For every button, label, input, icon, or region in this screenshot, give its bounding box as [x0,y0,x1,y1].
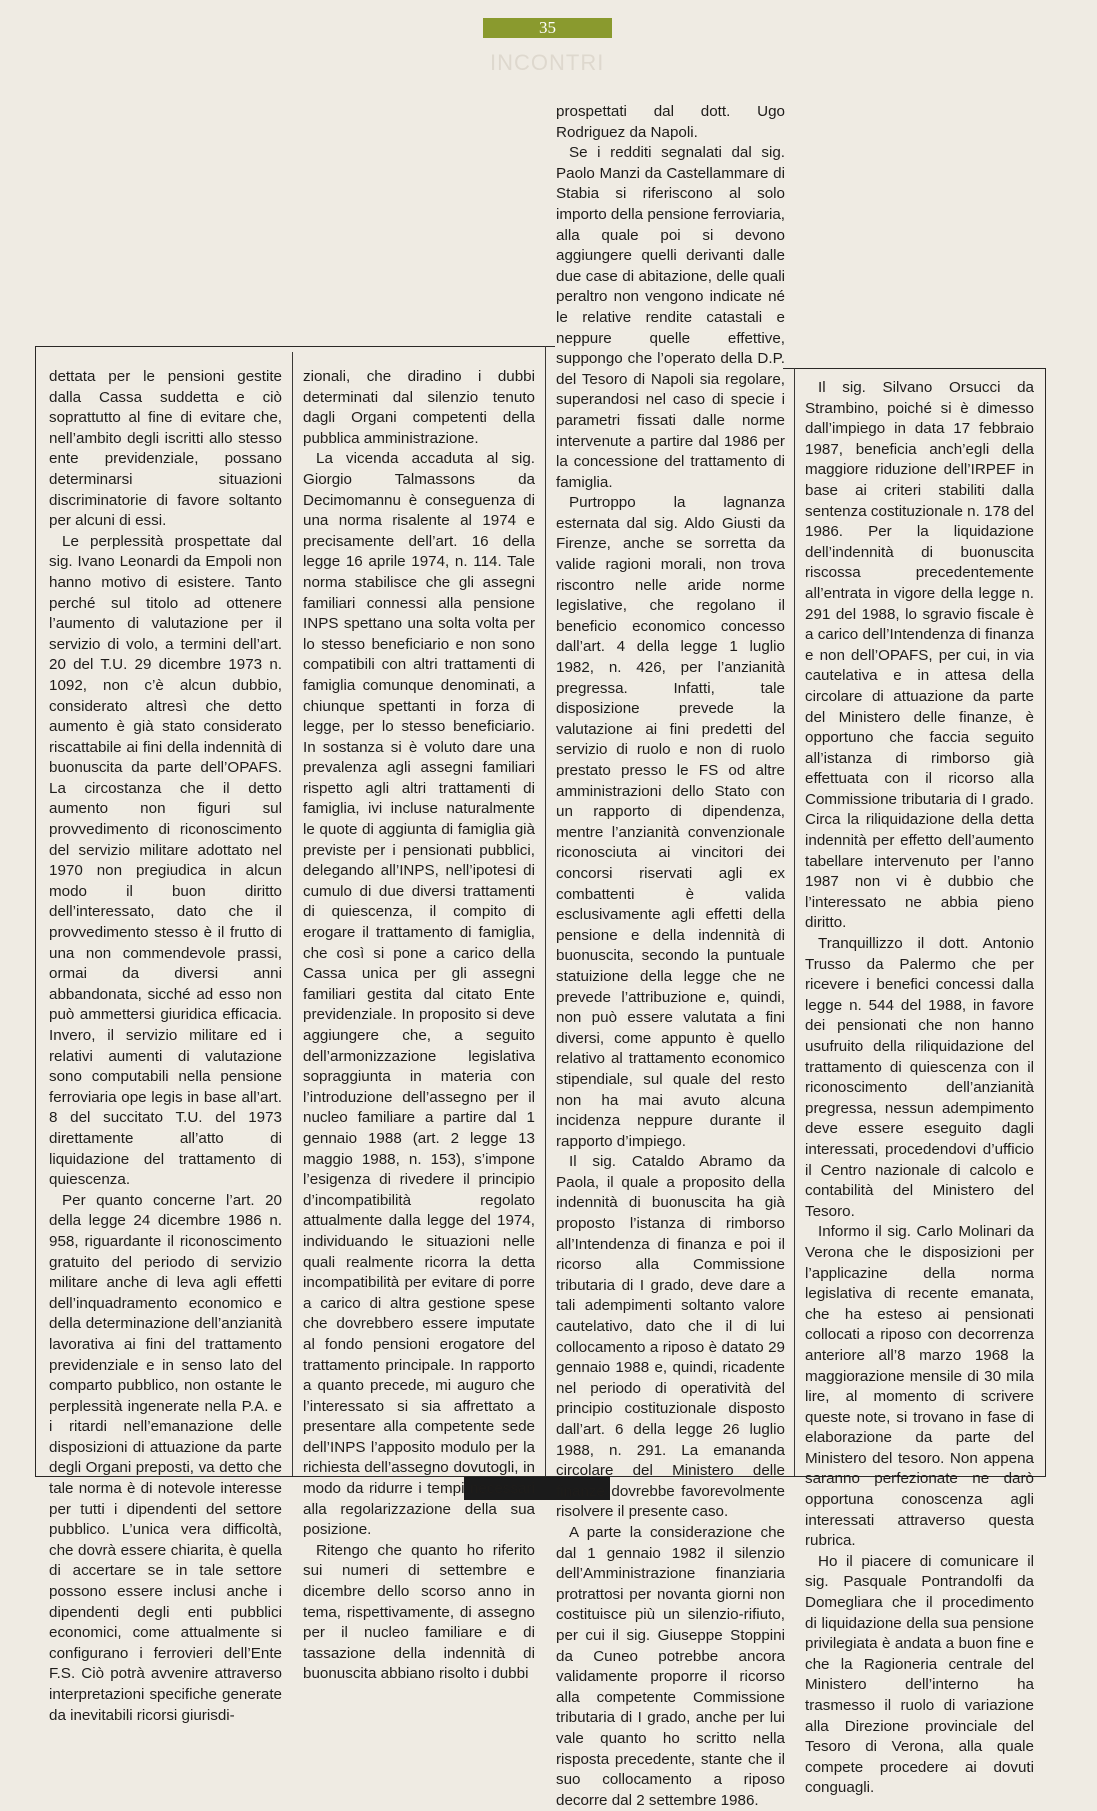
paragraph: prospettati dal dott. Ugo Rodriguez da Napoli. [556,103,785,141]
frame-left-rule [35,346,36,1476]
paragraph: Informo il sig. Carlo Molinari da Verona che le disposizioni per l’applicazine della norma legislativa di recente emanata, che ha esteso ai pensionati collocati a riposo con decorrenza anteriore all’8 marzo 1968 la maggiorazione mensile di 30 mila lire, al momento di scrivere queste note, si trovano in fase di elaborazione da parte del Ministero del tesoro. Non appena saranno perfezionate ne darò opportuna conoscenza agli interessati attraverso questa rubrica. [805,1223,1034,1550]
paragraph: A parte la considerazione che dal 1 gennaio 1982 il silenzio dell’Amministrazione finanziaria protrattosi per novanta giorni non costituisce più un silenzio-rifiuto, per cui il sig. Giuseppe Stoppini da Cuneo potrebbe ancora validamente proporre il ricorso alla competente Commissione tributaria di I grado, anche per lui vale quanto ho scritto nella risposta precedente, stante che il suo collocamento a riposo decorre dal 2 settembre 1986. [556,1523,785,1809]
column-divider-1 [292,352,293,1476]
paragraph: Purtroppo la lagnanza esternata dal sig. Aldo Giusti da Firenze, anche se sorretta da valide ragioni morali, non trova riscontro nelle aride norme legislative, che regolano il beneficio economico concesso dall’art. 4 della legge 1 luglio 1982, n. 426, per l’anzianità pregressa. Infatti, tale disposizione prevede la valutazione ai fini predetti del servizio di ruolo e non di ruolo prestato presso le FS od altre amministrazioni dello Stato con un rapporto di dipendenza, mentre l’anzianità convenzionale riconosciuta ai vincitori dei concorsi riservati agli ex combattenti è valida esclusivamente agli effetti della pensione e della indennità di buonuscita, secondo la puntuale statuizione della legge che ne prevede l’attribuzione e, quindi, non può essere valutata a fini diversi, come appunto è quello relativo al trattamento economico stipendiale, sul quale del resto non ha mai avuto alcuna incidenza neppure durante il rapporto d’impiego. [556,494,785,1150]
text-column-3 [556,102,785,1809]
paragraph: dettata per le pensioni gestite dalla Cassa suddetta e ciò soprattutto al fine di evitare che, nell’ambito degli iscritti allo stesso ente previdenziale, possano determinarsi situazioni discriminatorie di favore soltanto per alcuni di essi. [49,368,282,530]
paragraph: Tranquillizzo il dott. Antonio Trusso da Palermo che per ricevere i benefici concessi dalla legge n. 544 del 1988, in favore dei pensionati che non hanno usufruito della riliquidazione del trattamento di quiescenza con il riconoscimento dell’anzianità pregressa, nessun adempimento deve essere eseguito dagli interessati, procedendovi d’ufficio il Centro nazionale di calcolo e contabilità del Ministero del Tesoro. [805,935,1034,1220]
frame-top-rule-right [783,368,1045,369]
paragraph: Se i redditi segnalati dal sig. Paolo Manzi da Castellammare di Stabia si riferiscono al solo importo della pensione ferroviaria, alla quale poi si devono aggiungere quelli derivanti dalle due case di abitazione, delle quali peraltro non vengono indicate né le relative rendite catastali e neppure quelle effettive, suppongo che l’operato della D.P. del Tesoro di Napoli sia regolare, superandosi nel caso di specie i parametri fissati dalle norme intervenute a partire dal 1986 per la concessione del trattamento di famiglia. [556,144,785,491]
text-column-4 [805,378,1034,1797]
paragraph: zionali, che diradino i dubbi determinati dal silenzio tenuto dagli Organi competenti della pubblica amministrazione. [303,368,535,447]
paragraph: La vicenda accaduta al sig. Giorgio Talmassons da Decimomannu è conseguenza di una norma risalente al 1974 e precisamente dell’art. 16 della legge 16 aprile 1974, n. 114. Tale norma stabilisce che gli assegni familiari connessi alla pensione INPS spettano una solta volta per lo stesso beneficiario e non sono compatibili con altri trattamenti di famiglia comunque denominati, a chiunque spettanti in forza di legge, per lo stesso beneficiario. In sostanza si è voluto dare una prevalenza agli assegni familiari rispetto agli altri trattamenti di famiglia, ivi incluse naturalmente le quote di aggiunta di famiglia già previste per i pensionati pubblici, delegando all’INPS, nell’ipotesi di cumulo di due diversi trattamenti di quiescenza, il compito di erogare il trattamento di famiglia, che così si pone a carico della Cassa unica per gli assegni familiari gestita dal citato Ente previdenziale. In proposito si deve aggiungere che, a seguito dell’armonizzazione legislativa sopraggiunta in materia con l’introduzione dell’assegno per il nucleo familiare a partire dal 1 gennaio 1988 (art. 2 legge 13 maggio 1988, n. 153), s’impone l’esigenza di rivedere il principio d’incompatibilità regolato attualmente dalla legge del 1974, individuando le situazioni nelle quali realmente ricorra la detta incompatibilità per evitare di porre a carico di altra gestione spese che dovrebbero essere imputate al fondo pensioni erogatore del trattamento principale. In rapporto a quanto precede, mi auguro che l’interessato si sia affrettato a presentare alla competente sede dell’INPS l’apposito modulo per la richiesta dell’assegno dovutogli, in modo da ridurre i tempi necessari alla regolarizzazione della sua posizione. [303,450,535,1539]
column-divider-3 [794,368,795,1476]
paragraph: Il sig. Silvano Orsucci da Strambino, poiché si è dimesso dall’impiego in data 17 febbraio 1987, beneficia anch’egli della maggiore riduzione dell’IRPEF in base ai criteri stabiliti dalla sentenza costituzionale n. 178 del 1986. Per la liquidazione dell’indennità di buonuscita riscossa precedentemente all’entrata in vigore della legge n. 291 del 1988, lo sgravio fiscale è a carico dell’Intendenza di finanza e non dell’OPAFS, per cui, in via cautelativa e in attesa della circolare di attuazione da parte del Ministero delle finanze, è opportuno che faccia seguito all’istanza di rimborso già effettuata con il ricorso alla Commissione tributaria di I grado. Circa la riliquidazione della detta indennità per effetto dell’aumento tabellare intervenuto per l’anno 1987 non vi è dubbio che l’interessato ne abbia pieno diritto. [805,379,1034,932]
text-column-1 [49,367,282,1724]
faint-bleedthrough-title: INCONTRI [490,50,605,75]
paragraph: Ritengo che quanto ho riferito sui numeri di settembre e dicembre dello scorso anno in tema, rispettivamente, di assegno per il nucleo familiare e di tassazione della indennità di buonuscita abbiano risolto i dubbi [303,1541,535,1683]
text-column-2 [303,367,535,1683]
paragraph: Le perplessità prospettate dal sig. Ivano Leonardi da Empoli non hanno motivo di esistere. Tanto perché sul titolo ad ottenere l’aumento di valutazione per il servizio di volo, a termini dell’art. 20 del T.U. 29 dicembre 1973 n. 1092, non c’è alcun dubbio, considerato altresì che detto aumento è già stato considerato riscattabile ai fini della indennità di buonuscita da parte dell’OPAFS. La circostanza che il detto aumento non figuri sul provvedimento di riconoscimento del servizio militare adottato nel 1970 non pregiudica in alcun modo il buon diritto dell’interessato, dato che il provvedimento stesso è il frutto di una non commendevole prassi, ormai da diversi anni abbandonata, sicché ad esso non può ammettersi giuridica efficacia. Invero, il servizio militare ed i relativi aumenti di valutazione sono computabili nella pensione ferroviaria ope legis in base all’art. 8 del succitato T.U. del 1973 direttamente all’atto di liquidazione del trattamento di quiescenza. [49,532,282,1189]
paragraph: Il sig. Cataldo Abramo da Paola, il quale a proposito della indennità di buonuscita ha già proposto l’istanza di rimborso all’Intendenza di finanza e poi il ricorso alla Commissione tributaria di I grado, deve dare a tali adempimenti soltanto valore cautelativo, dato che il di lui collocamento a riposo è datato 29 gennaio 1988 e, quindi, ricadente nel periodo di operatività del principio costituzionale disposto dall’art. 6 della legge 26 luglio 1988, n. 291. La emananda circolare del Ministero delle finanze dovrebbe favorevolmente risolvere il presente caso. [556,1153,785,1521]
column-divider-2 [545,346,546,1476]
paragraph: Ho il piacere di comunicare il sig. Pasquale Pontrandolfi da Domegliara che il procedimento di liquidazione della sua pensione privilegiata è andata a buon fine e che la Ragioneria centrale del Ministero dell’interno ha trasmesso il ruolo di variazione alla Direzione provinciale del Tesoro di Verona, alla quale compete procedere ai dovuti conguagli. [805,1552,1034,1797]
frame-top-rule-left [35,346,555,347]
paragraph: Per quanto concerne l’art. 20 della legge 24 dicembre 1986 n. 958, riguardante il riconoscimento gratuito del periodo di servizio militare anche di leva agli effetti dell’inquadramento economico e della determinazione dell’anzianità lavorativa ai fini del trattamento previdenziale e in senso lato del comparto pubblico, non ostante le perplessità ingenerate nella P.A. e i ritardi nell’emanazione delle disposizioni di attuazione da parte degli Organi preposti, va detto che tale norma è di notevole interesse per tutti i dipendenti del settore pubblico. L’unica vera difficoltà, che dovrà essere chiarita, è quella di accertare se in tale settore possono essere inclusi anche i dipendenti degli enti pubblici economici, come attualmente si configurano i ferrovieri dell’Ente F.S. Ciò potrà avvenire attraverso interpretazioni specifiche generate da inevitabili ricorsi giurisdi- [49,1191,282,1724]
frame-right-rule [1045,368,1046,1476]
page-number: 35 [483,18,612,38]
